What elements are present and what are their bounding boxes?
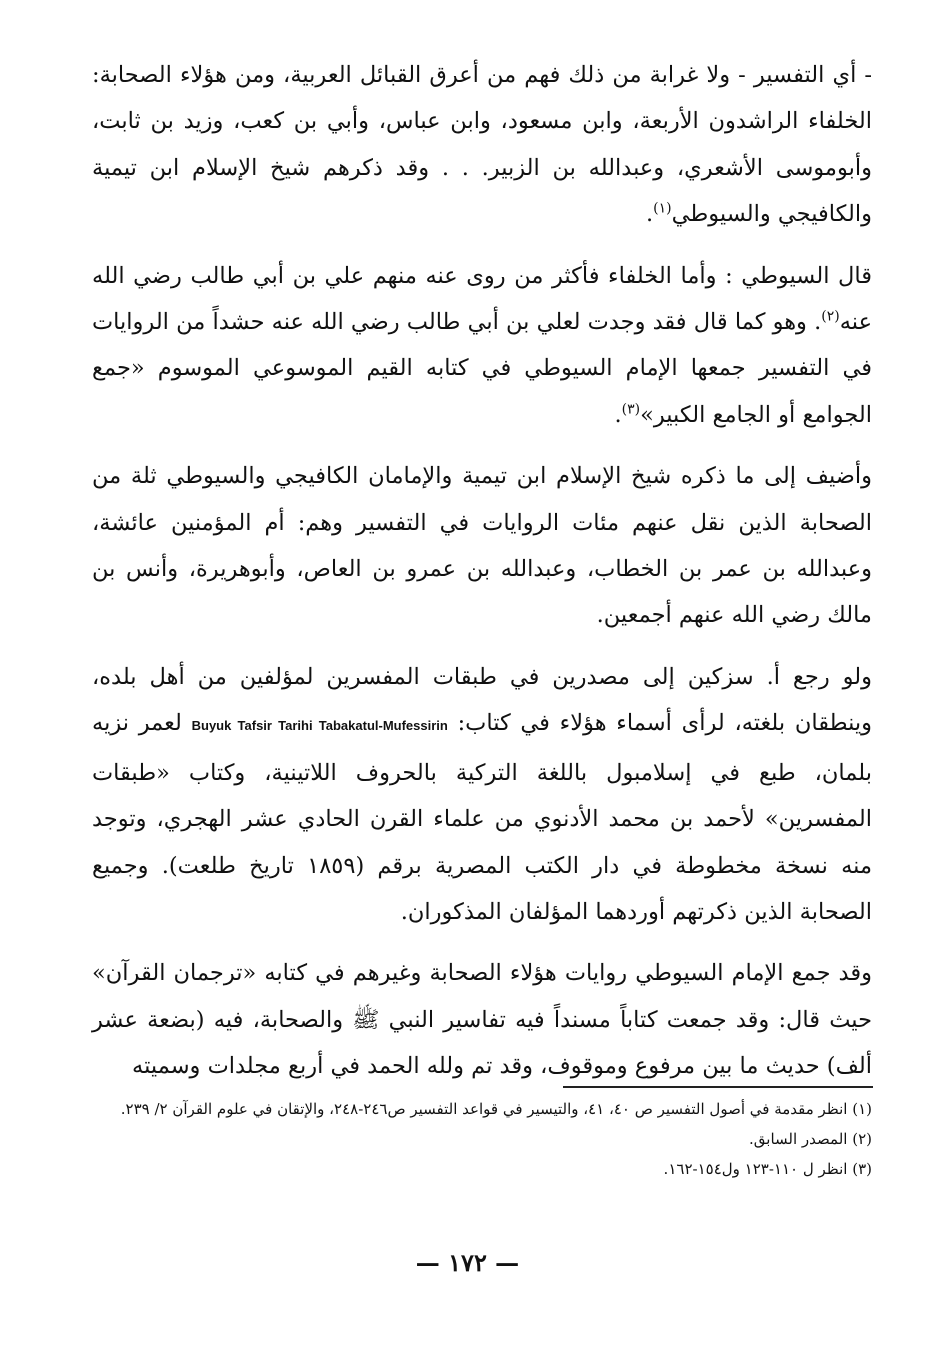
footnote-ref-3: (٣)	[621, 401, 641, 418]
footnote-1: (١) انظر مقدمة في أصول التفسير ص ٤٠، ٤١، والتيسير في قواعد التفسير ص٢٤٦-٢٤٨، والإتقان في علوم القرآن ٢/ ٢٣٩.	[120, 1100, 872, 1118]
footnote-3: (٣) انظر ل ١١٠-١٢٣ ول١٥٤-١٦٢.	[663, 1160, 872, 1178]
page-number: — ١٧٢ —	[415, 1248, 520, 1277]
paragraph-3: وأضيف إلى ما ذكره شيخ الإسلام ابن تيمية والإمامان الكافيجي والسيوطي ثلة من الصحابة الذين نقل عنهم مئات الروايات في التفسير وهم: أم المؤمنين عائشة، وعبدالله بن عمر بن الخطاب، وعبدالله بن عمرو بن العاص، وأبوهريرة، وأنس بن مالك رضي الله عنهم أجمعين.	[92, 463, 872, 629]
paragraph-2-end: .	[614, 401, 622, 428]
footnote-2: (٢) المصدر السابق.	[749, 1130, 872, 1148]
paragraph-2-text: قال السيوطي : وأما الخلفاء فأكثر من روى عنه منهم علي بن أبي طالب رضي الله عنه	[92, 262, 872, 336]
main-text	[92, 52, 872, 1105]
paragraph-2	[92, 253, 872, 439]
paragraph-4-text: ولو رجع أ. سزكين إلى مصدرين في طبقات المفسرين لمؤلفين من أهل بلده، وينطقان بلغته، لرأى أسماء هؤلاء في كتاب:	[92, 663, 872, 737]
footnotes	[92, 1094, 872, 1184]
paragraph-1-end: .	[646, 201, 654, 228]
paragraph-4	[92, 654, 872, 935]
paragraph-4-text-cont: لعمر نزيه بلمان، طبع في إسلامبول باللغة التركية بالحروف اللاتينية، وكتاب «طبقات المفسرين» لأحمد بن محمد الأدنوي من علماء القرن الحادي عشر الهجري، وتوجد منه نسخة مخطوطة في دار الكتب المصرية برقم (١٨٥٩ تاريخ طلعت). وجميع الصحابة الذين ذكرتهم أوردهما المؤلفان المذكوران.	[92, 710, 872, 925]
footnote-separator	[563, 1086, 873, 1088]
footnote-ref-2: (٢)	[821, 308, 840, 325]
paragraph-2-text-cont: . وهو كما قال فقد وجدت لعلي بن أبي طالب رضي الله عنه حشداً من الروايات في التفسير جمعها الإمام السيوطي في كتابه القيم الموسوعي الموسوم «جمع الجوامع أو الجامع الكبير»	[92, 309, 872, 428]
latin-book-title: Buyuk Tafsir Tarihi Tabakatul-Mufessirin	[191, 718, 448, 734]
paragraph-5: وقد جمع الإمام السيوطي روايات هؤلاء الصحابة وغيرهم في كتابه «ترجمان القرآن» حيث قال: وقد جمعت كتاباً مسنداً فيه تفاسير النبي ﷺ والصحابة، فيه (بضعة عشر ألف) حديث ما بين مرفوع وموقوف، وقد تم ولله الحمد في أربع مجلدات وسميته	[92, 960, 872, 1080]
footnote-ref-1: (١)	[653, 200, 672, 217]
paragraph-1-text: - أي التفسير - ولا غرابة من ذلك فهم من أعرق القبائل العربية، ومن هؤلاء الصحابة: الخلفاء الراشدون الأربعة، وابن مسعود، وابن عباس، وأبي بن كعب، وزيد بن ثابت، وأبوموسى الأشعري، وعبدالله بن الزبير. . . وقد ذكرهم شيخ الإسلام ابن تيمية والكافيجي والسيوطي	[92, 62, 872, 228]
paragraph-1	[92, 52, 872, 238]
